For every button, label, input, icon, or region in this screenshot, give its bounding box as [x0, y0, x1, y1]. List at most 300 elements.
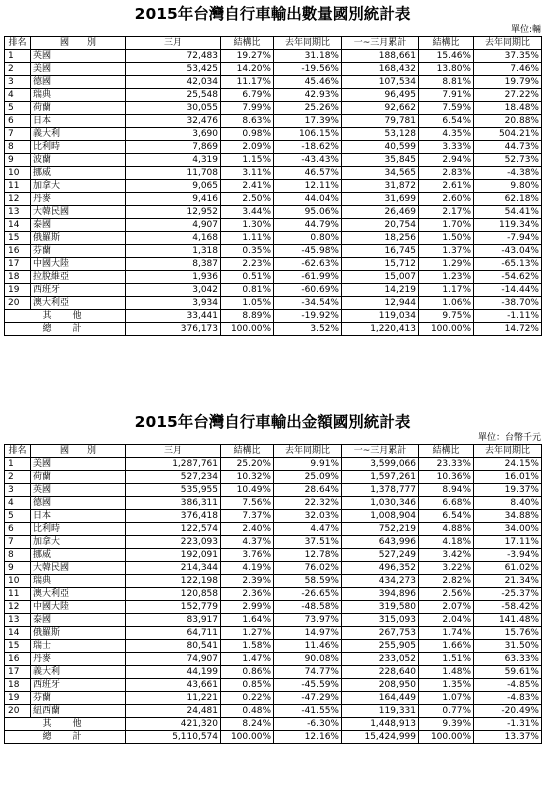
- share-cell: 2.09%: [221, 141, 274, 154]
- yoy-cell: 95.06%: [274, 206, 342, 219]
- rank-cell: 9: [5, 562, 31, 575]
- cum-share-cell: 6.54%: [419, 510, 474, 523]
- cumulative-cell: 168,432: [342, 63, 419, 76]
- cumulative-cell: 3,599,066: [342, 458, 419, 471]
- march-cell: 5,110,574: [126, 731, 221, 744]
- cum-yoy-cell: 61.02%: [474, 562, 542, 575]
- yoy-cell: -34.54%: [274, 297, 342, 310]
- country-cell: 澳大利亞: [31, 588, 126, 601]
- rank-cell: 20: [5, 297, 31, 310]
- table-row: [5, 705, 542, 718]
- cumulative-cell: 228,640: [342, 666, 419, 679]
- cum-yoy-cell: 8.40%: [474, 497, 542, 510]
- rank-cell: 2: [5, 471, 31, 484]
- country-cell: 泰國: [31, 614, 126, 627]
- rank-cell: 11: [5, 588, 31, 601]
- country-cell: 丹麥: [31, 653, 126, 666]
- cum-share-cell: 10.36%: [419, 471, 474, 484]
- yoy-cell: 32.03%: [274, 510, 342, 523]
- cum-yoy-cell: -58.42%: [474, 601, 542, 614]
- march-cell: 3,690: [126, 128, 221, 141]
- cum-share-cell: 3.42%: [419, 549, 474, 562]
- cumulative-cell: 16,745: [342, 245, 419, 258]
- share-cell: 6.79%: [221, 89, 274, 102]
- rank-cell: 13: [5, 206, 31, 219]
- cumulative-cell: 35,845: [342, 154, 419, 167]
- march-cell: 32,476: [126, 115, 221, 128]
- march-cell: 7,869: [126, 141, 221, 154]
- cumulative-cell: 527,249: [342, 549, 419, 562]
- march-cell: 527,234: [126, 471, 221, 484]
- share-cell: 100.00%: [221, 731, 274, 744]
- country-cell: 德國: [31, 497, 126, 510]
- cumulative-cell: 79,781: [342, 115, 419, 128]
- table-row: [5, 458, 542, 471]
- quantity-table: [4, 36, 542, 336]
- table-row: [5, 76, 542, 89]
- yoy-cell: 25.26%: [274, 102, 342, 115]
- cumulative-cell: 1,008,904: [342, 510, 419, 523]
- yoy-cell: 73.97%: [274, 614, 342, 627]
- yoy-cell: 44.79%: [274, 219, 342, 232]
- country-cell: 西班牙: [31, 679, 126, 692]
- share-cell: 1.15%: [221, 154, 274, 167]
- cum-share-cell: 2.61%: [419, 180, 474, 193]
- share-cell: 2.36%: [221, 588, 274, 601]
- cumulative-cell: 1,030,346: [342, 497, 419, 510]
- march-cell: 9,416: [126, 193, 221, 206]
- cumulative-cell: 31,872: [342, 180, 419, 193]
- yoy-cell: -41.55%: [274, 705, 342, 718]
- table-row: [5, 102, 542, 115]
- share-cell: 7.99%: [221, 102, 274, 115]
- share-cell: 0.35%: [221, 245, 274, 258]
- cum-share-cell: 100.00%: [419, 731, 474, 744]
- share-cell: 1.64%: [221, 614, 274, 627]
- march-cell: 535,955: [126, 484, 221, 497]
- rank-cell: 1: [5, 458, 31, 471]
- cum-share-cell: 1.70%: [419, 219, 474, 232]
- march-cell: 223,093: [126, 536, 221, 549]
- march-cell: 42,034: [126, 76, 221, 89]
- cumulative-cell: 319,580: [342, 601, 419, 614]
- cum-yoy-cell: -25.37%: [474, 588, 542, 601]
- cumulative-cell: 208,950: [342, 679, 419, 692]
- table-row: [5, 679, 542, 692]
- rank-cell: 7: [5, 128, 31, 141]
- header-cumulative: 一~三月累計: [342, 37, 419, 50]
- cum-yoy-cell: 504.21%: [474, 128, 542, 141]
- cum-yoy-cell: -38.70%: [474, 297, 542, 310]
- cum-yoy-cell: 17.11%: [474, 536, 542, 549]
- cum-yoy-cell: 9.80%: [474, 180, 542, 193]
- share-cell: 0.51%: [221, 271, 274, 284]
- rank-cell: 9: [5, 154, 31, 167]
- rank-cell: 6: [5, 115, 31, 128]
- value-table: [4, 444, 542, 744]
- march-cell: 43,661: [126, 679, 221, 692]
- share-cell: 1.11%: [221, 232, 274, 245]
- cum-yoy-cell: 18.48%: [474, 102, 542, 115]
- cum-share-cell: 4.18%: [419, 536, 474, 549]
- cum-yoy-cell: 14.72%: [474, 323, 542, 336]
- country-cell: 大韓民國: [31, 206, 126, 219]
- share-cell: 1.58%: [221, 640, 274, 653]
- cumulative-cell: 496,352: [342, 562, 419, 575]
- yoy-cell: -26.65%: [274, 588, 342, 601]
- table-row: [5, 206, 542, 219]
- cum-yoy-cell: 7.46%: [474, 63, 542, 76]
- cum-share-cell: 4.35%: [419, 128, 474, 141]
- cum-yoy-cell: 52.73%: [474, 154, 542, 167]
- rank-cell: 17: [5, 666, 31, 679]
- table-row: [5, 128, 542, 141]
- yoy-cell: 76.02%: [274, 562, 342, 575]
- share-cell: 3.44%: [221, 206, 274, 219]
- header-rank: 排名: [5, 445, 31, 458]
- rank-cell: 5: [5, 510, 31, 523]
- yoy-cell: 37.51%: [274, 536, 342, 549]
- rank-cell: 8: [5, 141, 31, 154]
- cum-share-cell: 2.07%: [419, 601, 474, 614]
- yoy-cell: 58.59%: [274, 575, 342, 588]
- total-row: [5, 731, 542, 744]
- cum-share-cell: 1.50%: [419, 232, 474, 245]
- header-yoy: 去年同期比: [274, 37, 342, 50]
- table-row: [5, 497, 542, 510]
- cum-yoy-cell: 15.76%: [474, 627, 542, 640]
- cum-yoy-cell: 27.22%: [474, 89, 542, 102]
- share-cell: 0.48%: [221, 705, 274, 718]
- other-row: [5, 310, 542, 323]
- table-row: [5, 523, 542, 536]
- table-row: [5, 271, 542, 284]
- cum-yoy-cell: 19.37%: [474, 484, 542, 497]
- country-cell: 芬蘭: [31, 692, 126, 705]
- march-cell: 64,711: [126, 627, 221, 640]
- country-cell: 荷蘭: [31, 102, 126, 115]
- cumulative-cell: 434,273: [342, 575, 419, 588]
- header-rank: 排名: [5, 37, 31, 50]
- share-cell: 10.49%: [221, 484, 274, 497]
- rank-cell: 10: [5, 575, 31, 588]
- share-cell: 10.32%: [221, 471, 274, 484]
- cum-share-cell: 1.74%: [419, 627, 474, 640]
- cumulative-cell: 233,052: [342, 653, 419, 666]
- cum-share-cell: 6.54%: [419, 115, 474, 128]
- table-row: [5, 180, 542, 193]
- cumulative-cell: 40,599: [342, 141, 419, 154]
- cum-share-cell: 1.51%: [419, 653, 474, 666]
- cumulative-cell: 15,007: [342, 271, 419, 284]
- rank-cell: 19: [5, 284, 31, 297]
- share-cell: 1.05%: [221, 297, 274, 310]
- cumulative-cell: 1,597,261: [342, 471, 419, 484]
- share-cell: 0.98%: [221, 128, 274, 141]
- table-row: [5, 115, 542, 128]
- yoy-cell: -62.63%: [274, 258, 342, 271]
- cum-yoy-cell: 34.00%: [474, 523, 542, 536]
- cum-share-cell: 1.06%: [419, 297, 474, 310]
- header-share: 結構比: [221, 37, 274, 50]
- yoy-cell: 46.57%: [274, 167, 342, 180]
- cum-yoy-cell: 34.88%: [474, 510, 542, 523]
- country-cell: 德國: [31, 76, 126, 89]
- share-cell: 1.47%: [221, 653, 274, 666]
- cum-share-cell: 1.07%: [419, 692, 474, 705]
- quantity-header-row: [5, 37, 542, 50]
- rank-cell: 16: [5, 245, 31, 258]
- cumulative-cell: 255,905: [342, 640, 419, 653]
- cum-share-cell: 9.75%: [419, 310, 474, 323]
- cum-share-cell: 2.94%: [419, 154, 474, 167]
- header-cumulative: 一~三月累計: [342, 445, 419, 458]
- rank-cell: 20: [5, 705, 31, 718]
- rank-cell: 16: [5, 653, 31, 666]
- rank-cell: 13: [5, 614, 31, 627]
- rank-cell: 5: [5, 102, 31, 115]
- cum-share-cell: 9.39%: [419, 718, 474, 731]
- cum-share-cell: 1.37%: [419, 245, 474, 258]
- country-cell: 俄羅斯: [31, 627, 126, 640]
- country-cell: 義大利: [31, 128, 126, 141]
- rank-cell: 11: [5, 180, 31, 193]
- country-cell: 芬蘭: [31, 245, 126, 258]
- cum-yoy-cell: -20.49%: [474, 705, 542, 718]
- yoy-cell: 74.77%: [274, 666, 342, 679]
- header-march: 三月: [126, 37, 221, 50]
- table-row: [5, 666, 542, 679]
- march-cell: 1,287,761: [126, 458, 221, 471]
- rank-cell: 12: [5, 193, 31, 206]
- march-cell: 33,441: [126, 310, 221, 323]
- cum-yoy-cell: 20.88%: [474, 115, 542, 128]
- cumulative-cell: 315,093: [342, 614, 419, 627]
- cum-yoy-cell: -4.38%: [474, 167, 542, 180]
- march-cell: 1,936: [126, 271, 221, 284]
- share-cell: 100.00%: [221, 323, 274, 336]
- cumulative-cell: 18,256: [342, 232, 419, 245]
- table-row: [5, 219, 542, 232]
- cum-yoy-cell: 19.79%: [474, 76, 542, 89]
- yoy-cell: 17.39%: [274, 115, 342, 128]
- rank-cell: 8: [5, 549, 31, 562]
- march-cell: 3,042: [126, 284, 221, 297]
- country-cell: 澳大利亞: [31, 297, 126, 310]
- yoy-cell: 9.91%: [274, 458, 342, 471]
- cum-yoy-cell: 13.37%: [474, 731, 542, 744]
- rank-cell: 14: [5, 219, 31, 232]
- march-cell: 30,055: [126, 102, 221, 115]
- country-cell: 美國: [31, 63, 126, 76]
- yoy-cell: -61.99%: [274, 271, 342, 284]
- cum-share-cell: 2.82%: [419, 575, 474, 588]
- rank-cell: 2: [5, 63, 31, 76]
- other-row: [5, 718, 542, 731]
- yoy-cell: -48.58%: [274, 601, 342, 614]
- yoy-cell: 45.46%: [274, 76, 342, 89]
- header-march: 三月: [126, 445, 221, 458]
- share-cell: 8.63%: [221, 115, 274, 128]
- table-row: [5, 575, 542, 588]
- country-cell: 瑞典: [31, 89, 126, 102]
- yoy-cell: 12.11%: [274, 180, 342, 193]
- table-row: [5, 297, 542, 310]
- table-row: [5, 232, 542, 245]
- cumulative-cell: 267,753: [342, 627, 419, 640]
- cum-yoy-cell: 119.34%: [474, 219, 542, 232]
- share-cell: 25.20%: [221, 458, 274, 471]
- share-cell: 8.89%: [221, 310, 274, 323]
- cumulative-cell: 14,219: [342, 284, 419, 297]
- cumulative-cell: 643,996: [342, 536, 419, 549]
- cum-yoy-cell: -4.85%: [474, 679, 542, 692]
- march-cell: 53,425: [126, 63, 221, 76]
- march-cell: 4,168: [126, 232, 221, 245]
- country-cell: 中國大陸: [31, 258, 126, 271]
- share-cell: 3.76%: [221, 549, 274, 562]
- cumulative-cell: 96,495: [342, 89, 419, 102]
- table-row: [5, 640, 542, 653]
- march-cell: 192,091: [126, 549, 221, 562]
- cum-share-cell: 1.29%: [419, 258, 474, 271]
- table-row: [5, 89, 542, 102]
- country-cell: 英國: [31, 50, 126, 63]
- rank-cell: 3: [5, 484, 31, 497]
- share-cell: 4.19%: [221, 562, 274, 575]
- yoy-cell: 42.93%: [274, 89, 342, 102]
- share-cell: 7.56%: [221, 497, 274, 510]
- cumulative-cell: 188,661: [342, 50, 419, 63]
- other-label: 其 他: [5, 718, 126, 731]
- yoy-cell: -43.43%: [274, 154, 342, 167]
- cum-yoy-cell: -4.83%: [474, 692, 542, 705]
- share-cell: 2.50%: [221, 193, 274, 206]
- yoy-cell: -47.29%: [274, 692, 342, 705]
- total-label: 總 計: [5, 323, 126, 336]
- country-cell: 瑞典: [31, 575, 126, 588]
- yoy-cell: 11.46%: [274, 640, 342, 653]
- cum-yoy-cell: -43.04%: [474, 245, 542, 258]
- cum-yoy-cell: 62.18%: [474, 193, 542, 206]
- country-cell: 比利時: [31, 141, 126, 154]
- table-row: [5, 154, 542, 167]
- share-cell: 0.22%: [221, 692, 274, 705]
- cumulative-cell: 1,378,777: [342, 484, 419, 497]
- cum-share-cell: 1.66%: [419, 640, 474, 653]
- table-row: [5, 588, 542, 601]
- cum-share-cell: 23.33%: [419, 458, 474, 471]
- country-cell: 挪威: [31, 167, 126, 180]
- country-cell: 大韓民國: [31, 562, 126, 575]
- table-row: [5, 484, 542, 497]
- cum-yoy-cell: -7.94%: [474, 232, 542, 245]
- cumulative-cell: 119,331: [342, 705, 419, 718]
- rank-cell: 1: [5, 50, 31, 63]
- share-cell: 1.30%: [221, 219, 274, 232]
- table-row: [5, 167, 542, 180]
- cum-share-cell: 3.22%: [419, 562, 474, 575]
- table-row: [5, 193, 542, 206]
- cumulative-cell: 92,662: [342, 102, 419, 115]
- cum-share-cell: 2.04%: [419, 614, 474, 627]
- value-sheet: [0, 412, 545, 744]
- country-cell: 加拿大: [31, 536, 126, 549]
- march-cell: 376,418: [126, 510, 221, 523]
- country-cell: 美國: [31, 458, 126, 471]
- share-cell: 3.11%: [221, 167, 274, 180]
- country-cell: 日本: [31, 115, 126, 128]
- cum-yoy-cell: -14.44%: [474, 284, 542, 297]
- march-cell: 214,344: [126, 562, 221, 575]
- cum-yoy-cell: 16.01%: [474, 471, 542, 484]
- country-cell: 拉脫維亞: [31, 271, 126, 284]
- cumulative-cell: 15,712: [342, 258, 419, 271]
- yoy-cell: 44.04%: [274, 193, 342, 206]
- cumulative-cell: 31,699: [342, 193, 419, 206]
- rank-cell: 17: [5, 258, 31, 271]
- cumulative-cell: 752,219: [342, 523, 419, 536]
- value-title: 2015年台灣自行車輸出金額國別統計表: [134, 413, 411, 431]
- yoy-cell: 31.18%: [274, 50, 342, 63]
- share-cell: 2.23%: [221, 258, 274, 271]
- cumulative-cell: 26,469: [342, 206, 419, 219]
- quantity-title: 2015年台灣自行車輸出數量國別統計表: [134, 5, 411, 23]
- cum-share-cell: 0.77%: [419, 705, 474, 718]
- country-cell: 西班牙: [31, 284, 126, 297]
- rank-cell: 7: [5, 536, 31, 549]
- rank-cell: 19: [5, 692, 31, 705]
- march-cell: 11,708: [126, 167, 221, 180]
- country-cell: 義大利: [31, 666, 126, 679]
- yoy-cell: 4.47%: [274, 523, 342, 536]
- yoy-cell: 106.15%: [274, 128, 342, 141]
- march-cell: 386,311: [126, 497, 221, 510]
- header-cum-share: 結構比: [419, 37, 474, 50]
- table-row: [5, 614, 542, 627]
- cumulative-cell: 119,034: [342, 310, 419, 323]
- march-cell: 3,934: [126, 297, 221, 310]
- cum-yoy-cell: 63.33%: [474, 653, 542, 666]
- yoy-cell: 28.64%: [274, 484, 342, 497]
- share-cell: 0.86%: [221, 666, 274, 679]
- header-country: 國 別: [31, 445, 126, 458]
- rank-cell: 14: [5, 627, 31, 640]
- total-row: [5, 323, 542, 336]
- country-cell: 丹麥: [31, 193, 126, 206]
- header-country: 國 別: [31, 37, 126, 50]
- cum-share-cell: 4.88%: [419, 523, 474, 536]
- cum-share-cell: 8.81%: [419, 76, 474, 89]
- table-row: [5, 549, 542, 562]
- yoy-cell: 25.09%: [274, 471, 342, 484]
- rank-cell: 10: [5, 167, 31, 180]
- table-row: [5, 627, 542, 640]
- table-row: [5, 601, 542, 614]
- cumulative-cell: 12,944: [342, 297, 419, 310]
- march-cell: 24,481: [126, 705, 221, 718]
- quantity-unit: 單位:輛: [510, 25, 541, 35]
- cum-yoy-cell: 54.41%: [474, 206, 542, 219]
- share-cell: 2.39%: [221, 575, 274, 588]
- cumulative-cell: 53,128: [342, 128, 419, 141]
- march-cell: 152,779: [126, 601, 221, 614]
- table-row: [5, 471, 542, 484]
- total-label: 總 計: [5, 731, 126, 744]
- march-cell: 9,065: [126, 180, 221, 193]
- march-cell: 1,318: [126, 245, 221, 258]
- table-row: [5, 258, 542, 271]
